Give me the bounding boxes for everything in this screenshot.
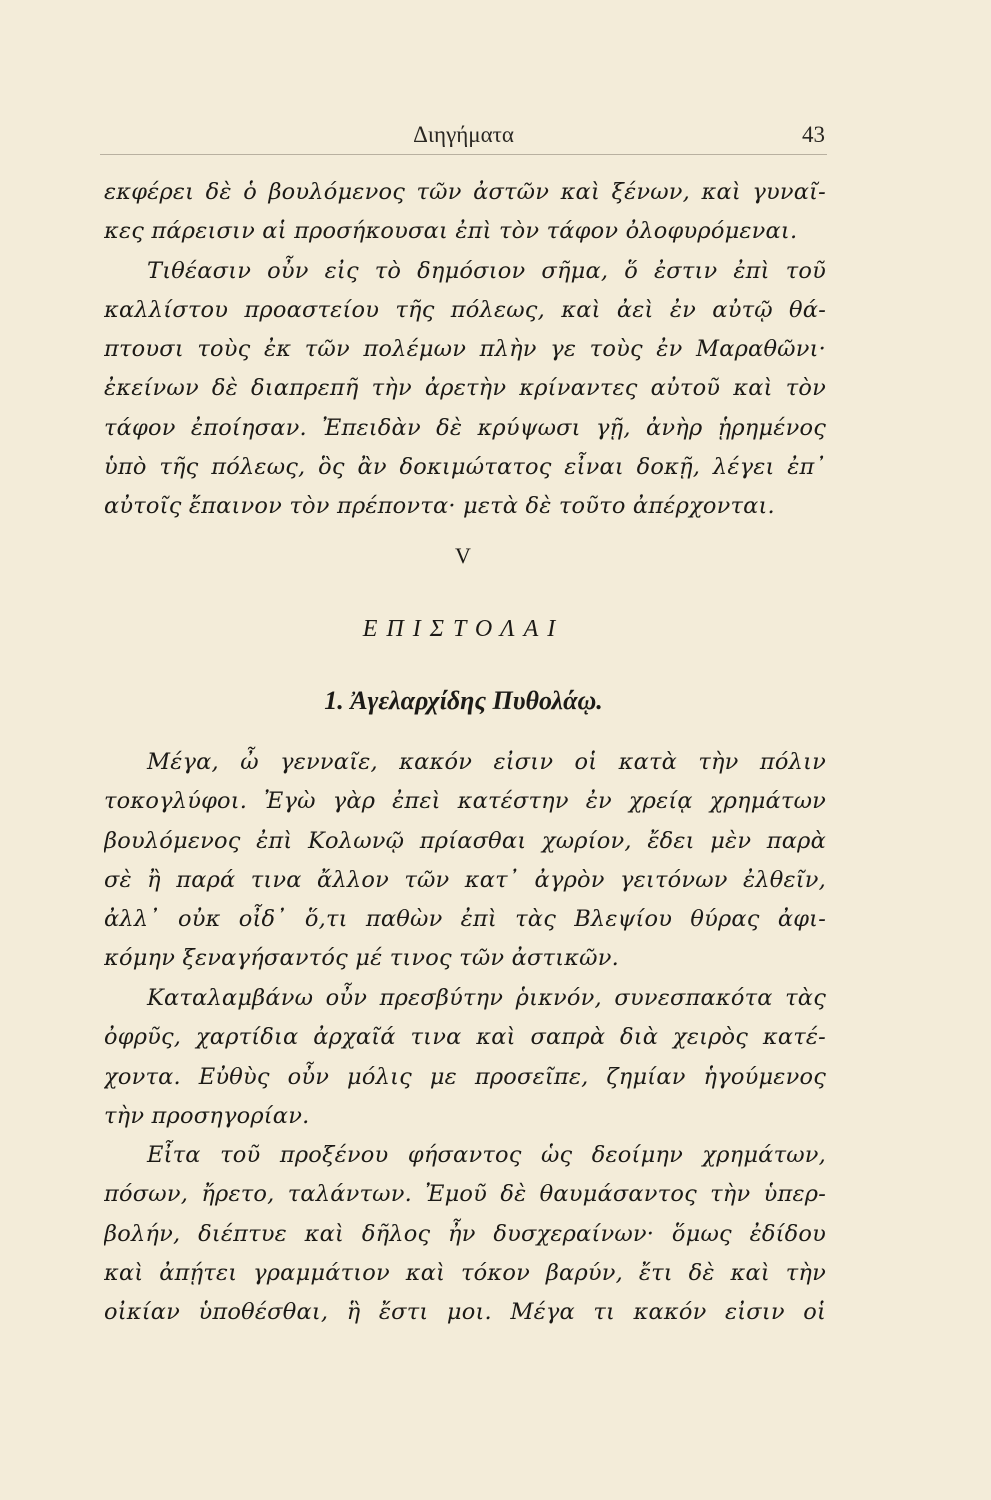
text-line: βουλόμενος ἐπὶ Κολωνῷ πρίασθαι χωρίον, ἔδει μὲν παρὰ <box>104 827 826 854</box>
text-line: τὴν προσηγορίαν. <box>104 1102 310 1129</box>
text-line: χοντα. Εὐθὺς οὖν μόλις με προσεῖπε, ζημίαν ἡγούμενος <box>104 1063 826 1090</box>
text-line: σὲ ἢ παρά τινα ἄλλον τῶν κατ᾽ ἀγρὸν γειτόνων ἐλθεῖν, <box>104 866 826 893</box>
text-line: βολήν, διέπτυε καὶ δῆλος ἦν δυσχεραίνων· ὅμως ἐδίδου <box>104 1220 826 1247</box>
text-line: Καταλαμβάνω οὖν πρεσβύτην ῥικνόν, συνεσπακότα τὰς <box>147 985 826 1011</box>
page-number: 43 <box>802 122 825 147</box>
paragraph-block-1 <box>104 173 826 527</box>
text-line: τάφον ἐποίησαν. Ἐπειδὰν δὲ κρύψωσι γῇ, ἀνὴρ ᾑρημένος <box>104 414 826 441</box>
paragraph-block-4 <box>104 1136 826 1332</box>
letter-title: 1. Ἀγελαρχίδης Πυθολάῳ. <box>324 686 603 715</box>
text-line: Μέγα, ὦ γενναῖε, κακόν εἰσιν οἱ κατὰ τὴν πόλιν <box>147 749 826 775</box>
text-line: εκφέρει δὲ ὁ βουλόμενος τῶν ἀστῶν καὶ ξένων, καὶ γυναῖ- <box>104 179 826 205</box>
text-line: ὑπὸ τῆς πόλεως, ὃς ἂν δοκιμώτατος εἶναι δοκῇ, λέγει ἐπ᾽ <box>104 454 826 481</box>
text-line: ἐκείνων δὲ διαπρεπῆ τὴν ἀρετὴν κρίναντες αὐτοῦ καὶ τὸν <box>104 375 826 402</box>
paragraph-block-2 <box>104 743 826 979</box>
text-line: κες πάρεισιν αἱ προσήκουσαι ἐπὶ τὸν τάφον ὀλοφυρόμεναι. <box>104 218 798 245</box>
paragraph-block-3 <box>104 979 826 1136</box>
section-number: V <box>455 543 472 568</box>
text-line: οἰκίαν ὑποθέσθαι, ἣ ἔστι μοι. Μέγα τι κακόν εἰσιν οἱ <box>104 1299 826 1326</box>
text-line: ἀλλ᾽ οὐκ οἶδ᾽ ὅ,τι παθὼν ἐπὶ τὰς Βλεψίου θύρας ἀφι- <box>104 906 826 933</box>
text-line: Εἶτα τοῦ προξένου φήσαντος ὡς δεοίμην χρημάτων, <box>147 1142 826 1168</box>
text-line: καὶ ἀπῄτει γραμμάτιον καὶ τόκον βαρύν, ἔτι δὲ καὶ τὴν <box>104 1259 826 1286</box>
text-line: πόσων, ἤρετο, ταλάντων. Ἐμοῦ δὲ θαυμάσαντος τὴν ὑπερ- <box>104 1181 826 1208</box>
header-rule <box>100 154 827 155</box>
text-line: τοκογλύφοι. Ἐγὼ γὰρ ἐπεὶ κατέστην ἐν χρείᾳ χρημάτων <box>104 788 826 815</box>
running-title: Διηγήματα <box>413 122 514 147</box>
text-line: Τιθέασιν οὖν εἰς τὸ δημόσιον σῆμα, ὅ ἐστιν ἐπὶ τοῦ <box>147 257 826 284</box>
text-line: κόμην ξεναγήσαντός μέ τινος τῶν ἀστικῶν. <box>104 945 619 972</box>
text-line: καλλίστου προαστείου τῆς πόλεως, καὶ ἀεὶ ἐν αὐτῷ θά- <box>104 296 826 323</box>
text-line: ὀφρῦς, χαρτίδια ἀρχαῖά τινα καὶ σαπρὰ διὰ χειρὸς κατέ- <box>104 1024 826 1051</box>
section-title: ΕΠΙΣΤΟΛΑΙ <box>362 616 565 642</box>
text-line: πτουσι τοὺς ἐκ τῶν πολέμων πλὴν γε τοὺς ἐν Μαραθῶνι· <box>104 336 826 363</box>
page-header <box>100 118 827 154</box>
text-line: αὐτοῖς ἔπαινον τὸν πρέποντα· μετὰ δὲ τοῦτο ἀπέρχονται. <box>104 493 775 520</box>
